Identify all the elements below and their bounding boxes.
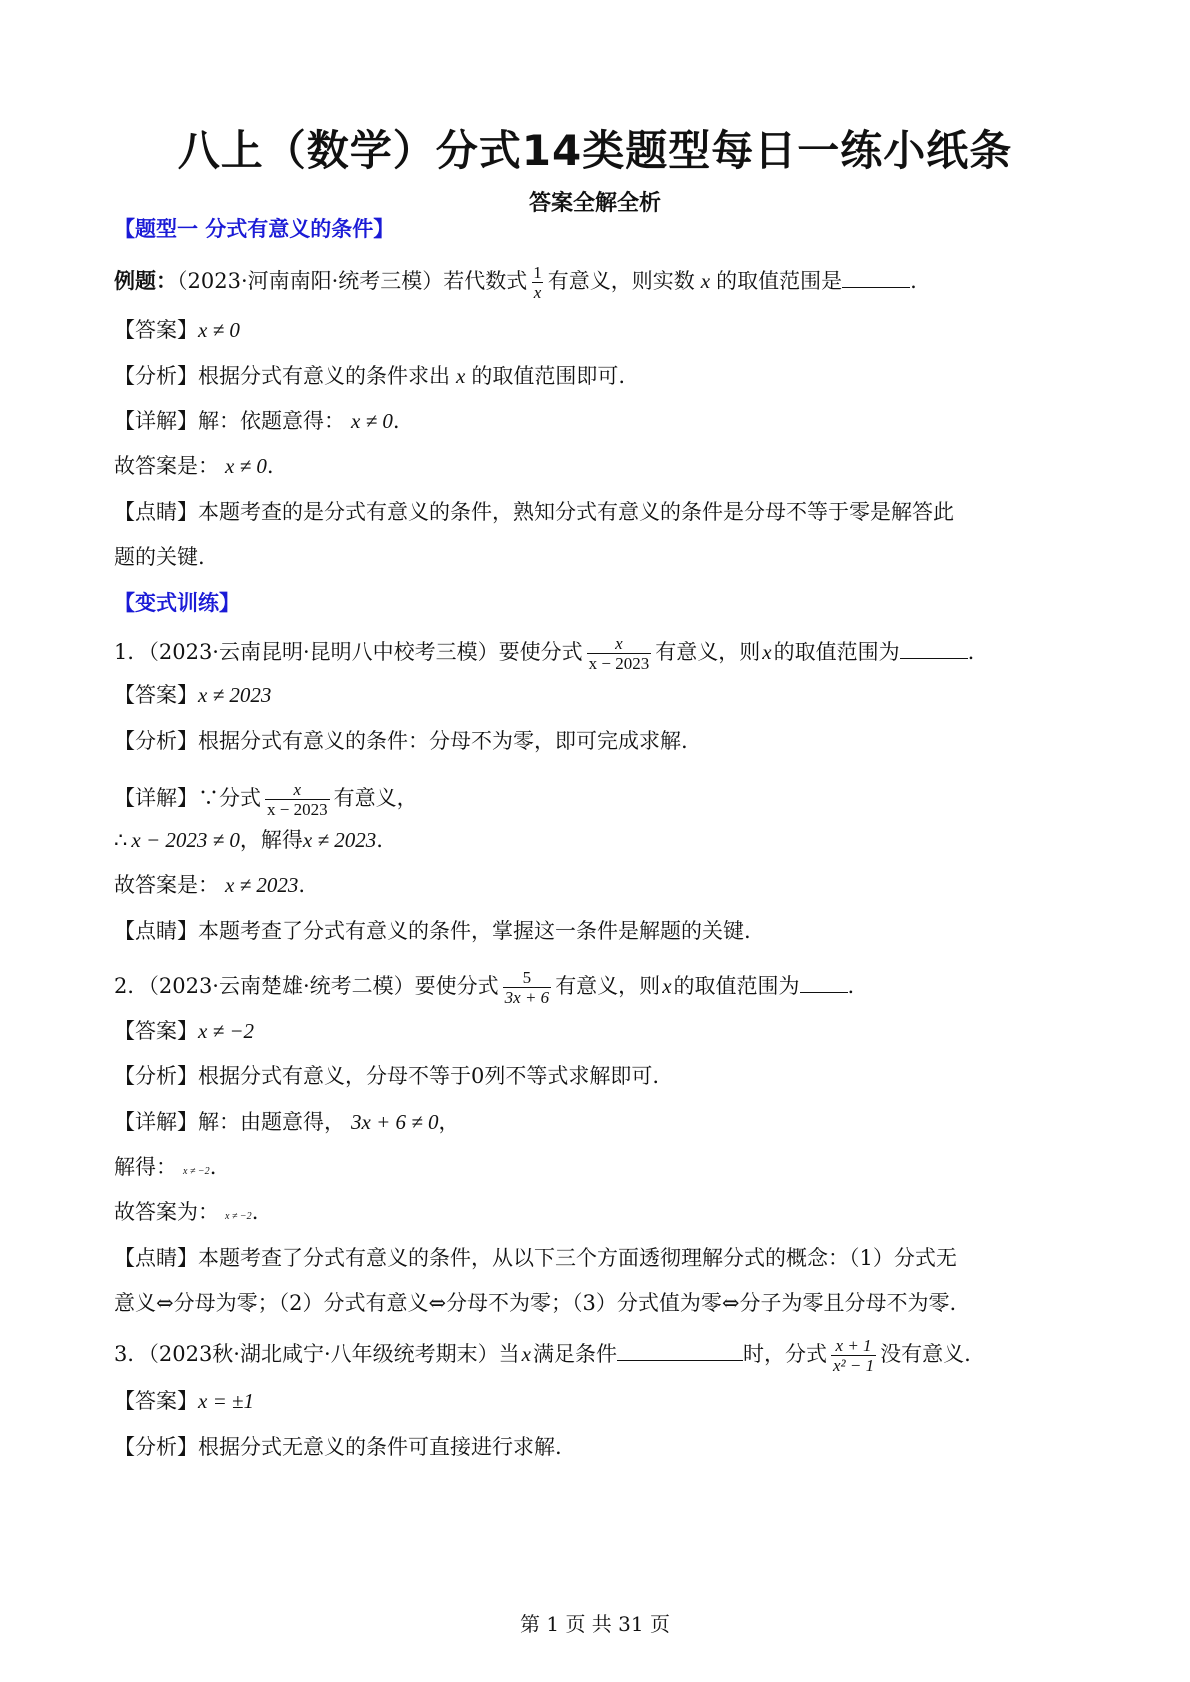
- question-fraction: [587, 634, 652, 673]
- question-3: [114, 1336, 1074, 1375]
- q1-step: [114, 825, 1074, 855]
- question-fraction: [503, 968, 552, 1007]
- example-question: [114, 263, 1074, 302]
- detail-fraction: [265, 780, 330, 819]
- detail-label: 【详解】: [114, 409, 198, 433]
- example-answer: [114, 315, 1074, 345]
- q1-comment: [114, 916, 1074, 946]
- answer-blank: [800, 970, 848, 993]
- question-2: [114, 968, 1074, 1007]
- question-text-end: 的取值范围为: [773, 640, 900, 664]
- q1-answer: [114, 680, 1074, 710]
- detail-label: 【详解】: [114, 1110, 198, 1134]
- analysis-label: 【分析】: [114, 1435, 198, 1459]
- document-title: 八上（数学）分式14类题型每日一练小纸条: [177, 126, 1013, 175]
- fraction-denominator: x² − 1: [832, 1356, 875, 1375]
- detail-math: x ≠ 0: [351, 409, 393, 433]
- fraction-denominator: x − 2023: [588, 654, 650, 673]
- section-header-variants: 【变式训练】: [114, 591, 240, 615]
- example-detail: [114, 406, 1074, 436]
- therefore-symbol: ∴: [114, 828, 128, 852]
- end-punct: .: [847, 974, 855, 998]
- end-punct: .: [967, 640, 975, 664]
- comment-text: 本题考查了分式有意义的条件，从以下三个方面透彻理解分式的概念：（1）分式无: [198, 1246, 957, 1270]
- example-text-end: 的取值范围是: [716, 269, 843, 293]
- example-analysis: [114, 361, 1074, 391]
- page-footer: 第 1 页 共 31 页: [520, 1612, 670, 1636]
- conclusion-text: 故答案为：: [114, 1200, 219, 1224]
- example-comment: [114, 497, 1074, 527]
- q1-conclusion: [114, 870, 1074, 900]
- end-punct: .: [251, 1200, 259, 1224]
- comment-label: 【点睛】: [114, 919, 198, 943]
- example-label: 例题：: [114, 269, 177, 293]
- comment-text: 本题考查了分式有意义的条件，掌握这一条件是解题的关键.: [198, 919, 751, 943]
- analysis-text-end: 的取值范围即可.: [471, 364, 626, 388]
- q2-comment: [114, 1243, 1074, 1273]
- analysis-label: 【分析】: [114, 1064, 198, 1088]
- q3-answer: [114, 1386, 1074, 1416]
- question-text-end: 的取值范围为: [673, 974, 800, 998]
- question-text: 有意义，则: [655, 640, 761, 664]
- q1-detail: [114, 780, 1074, 819]
- question-text: 有意义，则: [555, 974, 661, 998]
- example-comment-line2: 题的关键.: [114, 545, 205, 569]
- detail-text-end: 有意义，: [333, 786, 418, 810]
- end-punct: .: [376, 828, 383, 852]
- question-prefix: 2．（2023·云南楚雄·统考二模）要使分式: [114, 974, 499, 998]
- math-var: x: [662, 974, 672, 998]
- detail-math: 3x + 6 ≠ 0: [351, 1110, 439, 1134]
- end-punct: ，: [438, 1110, 460, 1134]
- fraction-denominator: x: [533, 283, 542, 302]
- analysis-label: 【分析】: [114, 729, 198, 753]
- q2-answer: [114, 1016, 1074, 1046]
- answer-blank: [842, 265, 910, 288]
- example-text: 有意义，则实数: [547, 269, 695, 293]
- solve-math: x ≠ −2: [183, 1166, 210, 1177]
- end-punct: .: [209, 1155, 217, 1179]
- question-text-end: 没有意义.: [880, 1342, 971, 1366]
- detail-text: 解：由题意得，: [198, 1110, 345, 1134]
- answer-blank: [617, 1338, 743, 1361]
- answer-label: 【答案】: [114, 1019, 198, 1043]
- step-math-result: x ≠ 2023: [302, 828, 377, 852]
- conclusion-text: 故答案是：: [114, 454, 219, 478]
- answer-label: 【答案】: [114, 318, 198, 342]
- question-fraction: [831, 1336, 876, 1375]
- conclusion-text: 故答案是：: [114, 873, 219, 897]
- q2-solve: [114, 1152, 1074, 1187]
- solve-text: 解得：: [114, 1155, 177, 1179]
- question-prefix: 1．（2023·云南昆明·昆明八中校考三模）要使分式: [114, 640, 583, 664]
- fraction-numerator: x + 1: [835, 1336, 872, 1355]
- answer-math: x ≠ 0: [198, 318, 240, 342]
- end-punct: .: [266, 454, 274, 478]
- detail-text: 解：依题意得：: [198, 409, 345, 433]
- answer-label: 【答案】: [114, 683, 198, 707]
- fraction-numerator: x: [293, 780, 302, 799]
- fraction-numerator: x: [615, 634, 623, 653]
- conclusion-math: x ≠ −2: [225, 1211, 252, 1222]
- end-punct: .: [298, 873, 306, 897]
- detail-text: ∵分式: [198, 786, 261, 810]
- example-source: （2023·河南南阳·统考三模）若代数式: [177, 269, 528, 293]
- comment-label: 【点睛】: [114, 1246, 198, 1270]
- math-var: x: [700, 269, 711, 293]
- answer-math: x ≠ 2023: [198, 683, 272, 707]
- math-var: x: [521, 1342, 531, 1366]
- analysis-text: 根据分式有意义的条件：分母不为零，即可完成求解.: [198, 729, 688, 753]
- section-header-type-1: 【题型一 分式有意义的条件】: [114, 217, 395, 241]
- q3-analysis: [114, 1432, 1074, 1462]
- q2-conclusion: [114, 1197, 1074, 1232]
- fraction-numerator: 1: [533, 263, 542, 282]
- conclusion-math: x ≠ 2023: [225, 873, 299, 897]
- step-math: x − 2023 ≠ 0: [131, 828, 240, 852]
- question-text: 满足条件: [532, 1342, 617, 1366]
- end-punct: .: [392, 409, 400, 433]
- q2-detail: [114, 1107, 1074, 1137]
- step-text: ，解得: [239, 828, 303, 852]
- answer-math: x = ±1: [198, 1389, 255, 1413]
- q2-comment-line2: 意义⇔分母为零；（2）分式有意义⇔分母不为零；（3）分式值为零⇔分子为零且分母不为零.: [114, 1291, 957, 1315]
- fraction-numerator: 5: [522, 968, 532, 987]
- question-prefix: 3．（2023秋·湖北咸宁·八年级统考期末）当: [114, 1342, 520, 1366]
- detail-label: 【详解】: [114, 786, 198, 810]
- conclusion-math: x ≠ 0: [225, 454, 267, 478]
- end-punct: .: [910, 269, 917, 293]
- analysis-label: 【分析】: [114, 364, 198, 388]
- q1-analysis: [114, 726, 1074, 756]
- question-1: [114, 634, 1074, 673]
- answer-math: x ≠ −2: [198, 1019, 255, 1043]
- answer-blank: [900, 636, 968, 659]
- comment-text: 本题考查的是分式有意义的条件，熟知分式有意义的条件是分母不等于零是解答此: [198, 500, 954, 524]
- example-fraction: [531, 263, 544, 302]
- math-var: x: [456, 364, 466, 388]
- math-var: x: [762, 640, 772, 664]
- analysis-text: 根据分式有意义，分母不等于0列不等式求解即可.: [198, 1064, 660, 1088]
- comment-label: 【点睛】: [114, 500, 198, 524]
- fraction-denominator: x − 2023: [267, 800, 328, 819]
- analysis-text: 根据分式有意义的条件求出: [198, 364, 450, 388]
- answer-label: 【答案】: [114, 1389, 198, 1413]
- document-subtitle: 答案全解全析: [528, 191, 661, 216]
- analysis-text: 根据分式无意义的条件可直接进行求解.: [198, 1435, 562, 1459]
- example-conclusion: [114, 451, 1074, 481]
- q2-analysis: [114, 1061, 1074, 1091]
- question-text-after: 时，分式: [742, 1342, 827, 1366]
- fraction-denominator: 3x + 6: [504, 988, 550, 1007]
